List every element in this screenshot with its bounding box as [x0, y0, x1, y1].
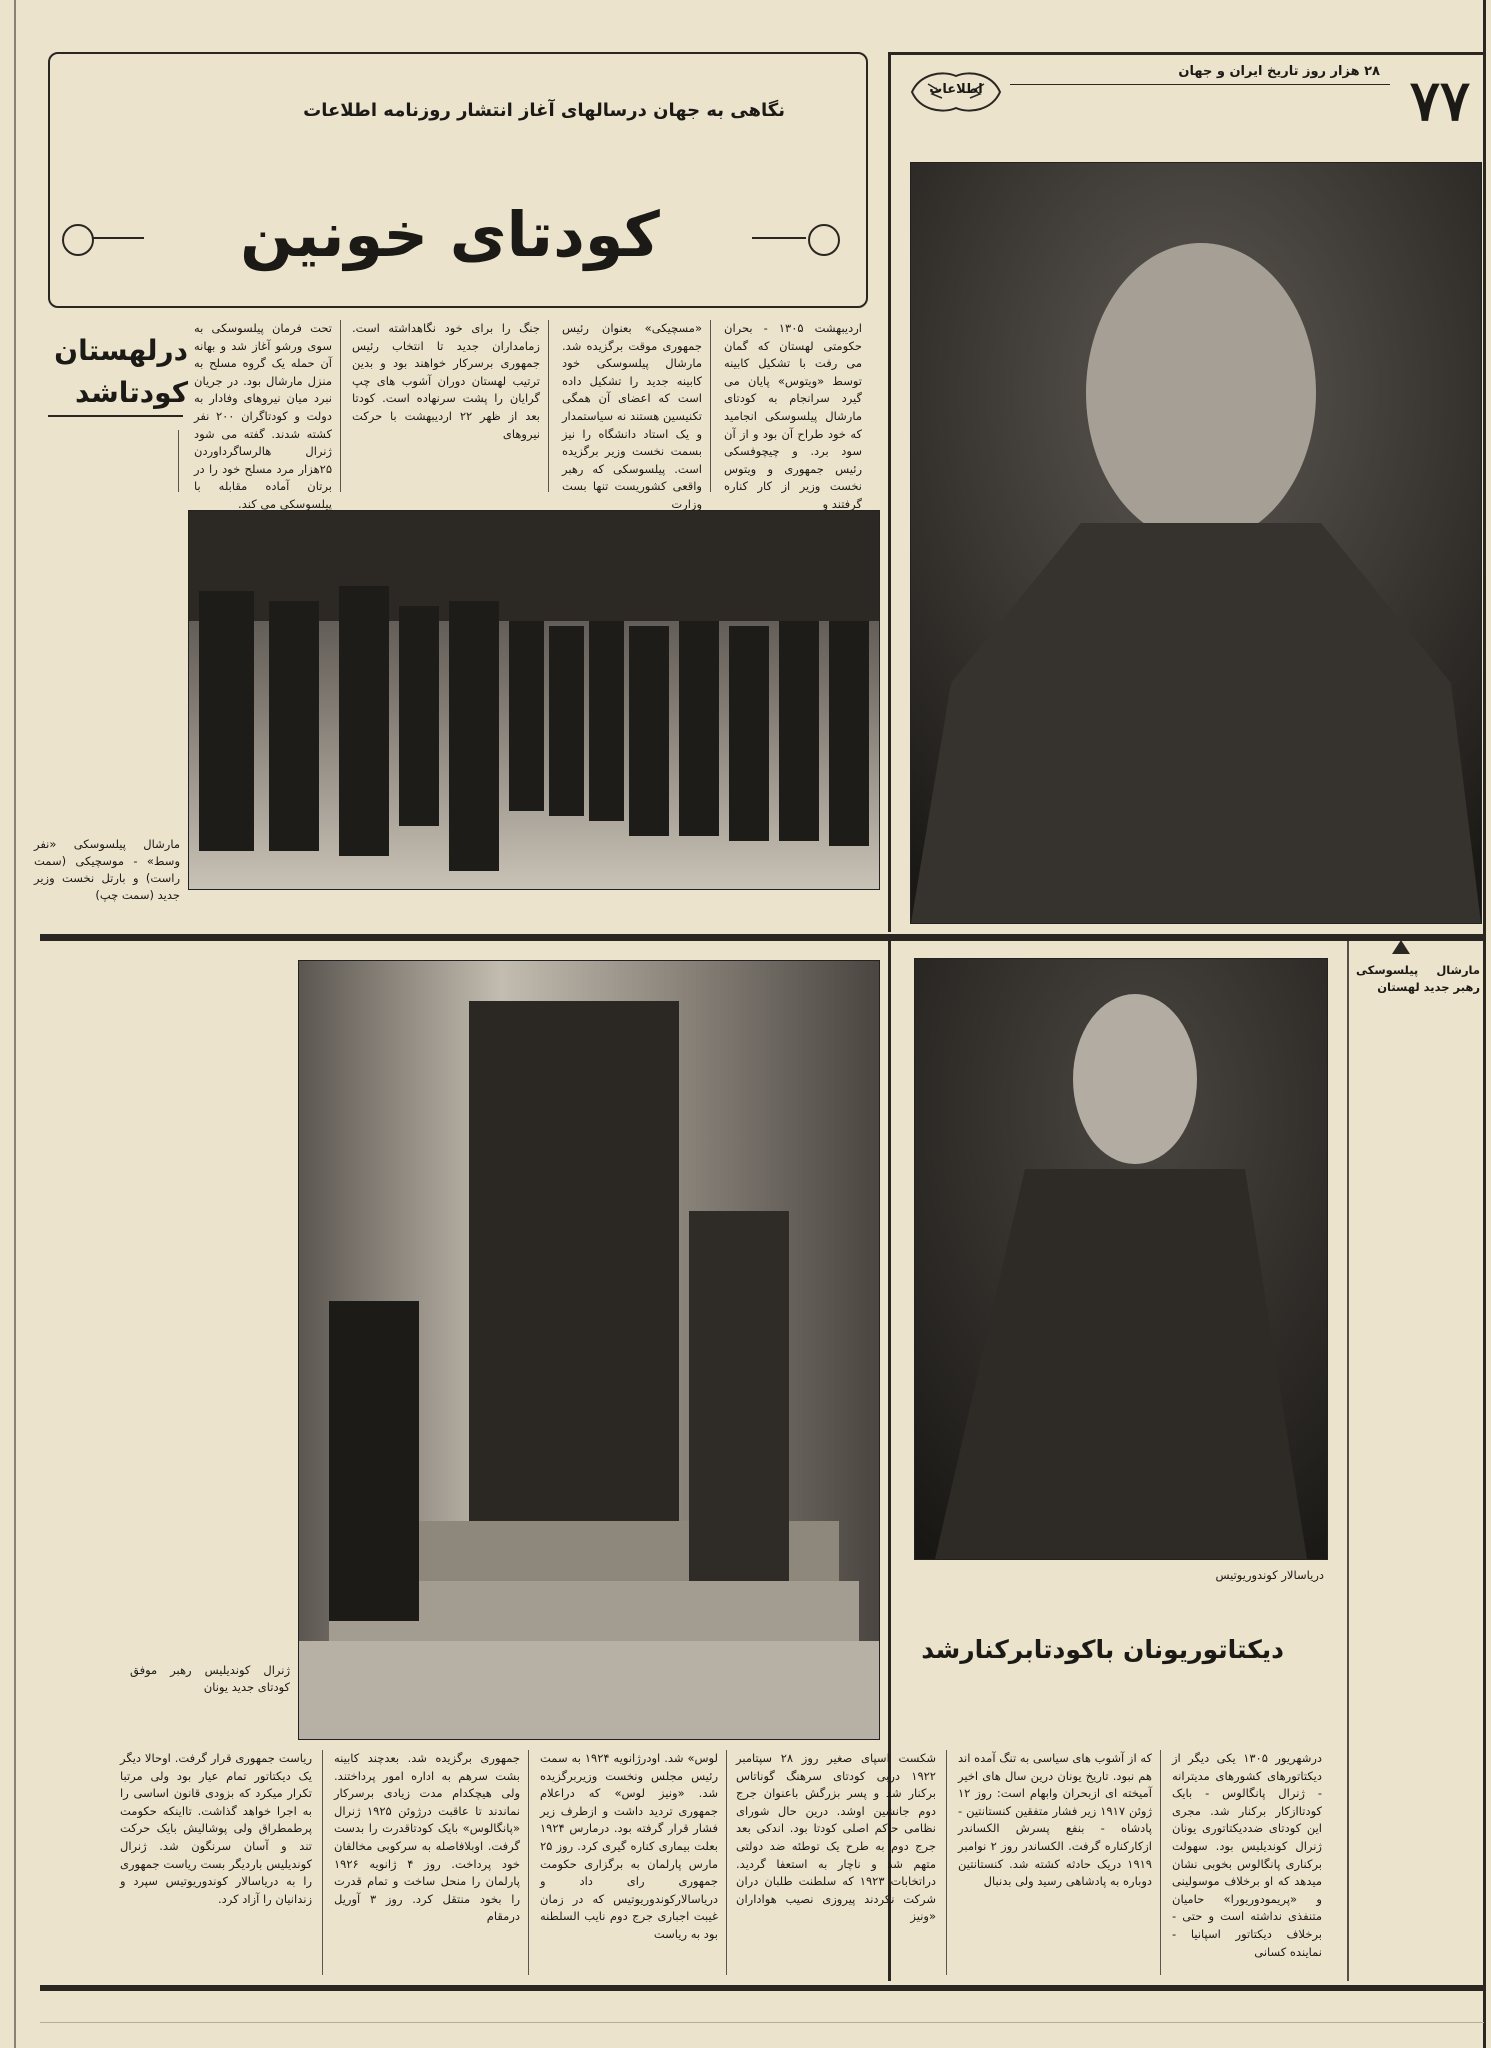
headline-ornament-line-left	[92, 237, 144, 239]
greece-col-rule-1	[1160, 1750, 1161, 1975]
middle-page-rule	[40, 934, 1484, 941]
headline-ornament-right	[808, 224, 840, 256]
poland-col-rule-1	[710, 320, 711, 492]
bottom-faint-rule	[40, 2022, 1484, 2023]
headline-ornament-left	[62, 224, 94, 256]
portrait-caption-arrow	[1392, 940, 1410, 954]
parade-caption: مارشال پیلسوسکی «نفر وسط» - موسچیکی (سمت راست) و بارتل نخست وزیر جدید (سمت چپ)	[34, 837, 180, 902]
poland-headline-line1: درلهستان	[54, 334, 188, 367]
portrait-caption: مارشال پیلسوسکی رهبر جدید لهستان	[1356, 963, 1480, 994]
poland-col-rule-3	[340, 320, 341, 492]
greece-col-rule-2	[946, 1750, 947, 1975]
page-number: ۷۷	[1409, 68, 1471, 134]
admiral-caption: دریاسالار کوندوریوتیس	[1215, 1568, 1324, 1582]
main-headline: کودتای خونین	[240, 198, 660, 271]
general-caption: ژنرال کوندیلیس رهبر موفق کودتای جدید یونان	[130, 1663, 290, 1694]
greece-col-rule-4	[528, 1750, 529, 1975]
pilsudski-portrait	[910, 162, 1482, 924]
poland-column-2: «مسچیکی» بعنوان رئیس جمهوری موقت برگزیده شد. مارشال پیلسوسکی خود کابینه جدید را تشکیل داده است که اعضای آن همگی تکنیسین هستند نه سیاستمدار و یک استاد دانشگاه را نیز بسمت نخست وزیر برگزیده است. پیلسوسکی که رهبر واقعی کشوریست تنها بست وزارت	[562, 321, 702, 511]
poland-headline-line2: کودتاشد	[75, 376, 188, 409]
poland-column-1: اردیبهشت ۱۳۰۵ - بحران حکومتی لهستان که گمان می رفت با تشکیل کابینه توسط «ویتوس» پایان می گیرد سرانجام به کودتای مارشال پیلسوسکی انجامید که خود طراح آن بود و از آن سود برد. و چیچوفسکی رئیس جمهوری و ویتوس نخست وزیر از کار کناره گرفتند و	[724, 321, 862, 511]
greece-column-1: درشهریور ۱۳۰۵ یکی دیگر از دیکتاتورهای کشورهای مدیترانه - ژنرال پانگالوس - بایک کودتاازکار برکنار شد. مجری این کودتای ضددیکتاتوری یونان ژنرال کوندیلیس بود. سهولت برکناری پانگالوس بخوبی نشان میدهد که او برخلاف موسولینی و «پریمودوریورا» حامیان متنفذی نداشته است و حتی - برخلاف دیکتاتور اسپانیا - نماینده کسانی	[1172, 1751, 1323, 1959]
poland-column-4: تحت فرمان پیلسوسکی به سوی ورشو آغاز شد و بهانه آن حمله یک گروه مسلح به منزل مارشال بود. در جریان نبرد میان نیروهای وفادار به دولت و کودتاگران ۲۰۰ نفر کشته شدند. گفته می شود ژنرال هالرساگرداوردن ۲۵هزار مرد مسلح خود را در برتان آماده مقابله با پیلسوسکی می کند.	[194, 321, 332, 511]
logo-text: اطلاعات	[929, 82, 983, 97]
series-title: ۲۸ هزار روز تاریخ ایران و جهان	[1178, 64, 1380, 79]
poland-column-3: جنگ را برای خود نگاهداشته است. زمامداران جدید تا انتخاب رئیس جمهوری برسرکار خواهند بود و بدین ترتیب لهستان دوران آشوب های چپ گرایان را پشت سرنهاده است. کودتا بعد از ظهر ۲۲ اردیبهشت با حرکت نیروهای	[352, 321, 540, 441]
greece-column-4: لوس» شد. اودرژانویه ۱۹۲۴ به سمت رئیس مجلس ونخست وزیربرگزیده شد. «ونیز لوس» که دراعلام جمهوری تردید داشت و ازطرف زیر فشار قرار گرفته بود. درمارس ۱۹۲۴ بعلت بیماری کناره گیری کرد. روز ۲۵ مارس پارلمان به برگزاری حکومت جمهوری رای داد و دریاسالارکوندوریوتیس که در زمان غیبت اجباری جرج دوم نایب السلطنه بود به ریاست	[540, 1751, 718, 1941]
greece-column-2: که از آشوب های سیاسی به تنگ آمده اند هم نبود. تاریخ یونان درین سال های اخیر آمیخته ای ازبحران وابهام است: روز ۱۲ ژوئن ۱۹۱۷ زیر فشار متفقین کنستانتین - پادشاه - بنفع پسرش الکساندر ازکارکناره گرفت. الکساندر روز ۲ نوامبر ۱۹۱۹ دریک حادثه کشته شد. کنستانتین دوباره به پادشاهی رسید ولی بدنبال	[958, 1751, 1153, 1889]
parade-photo	[188, 510, 880, 890]
headline-ornament-line-right	[752, 237, 806, 239]
poland-col-rule-2	[548, 320, 549, 492]
admiral-portrait	[914, 958, 1328, 1560]
greece-col-rule-5	[322, 1750, 323, 1975]
left-margin-rule	[14, 0, 16, 2048]
poland-col-rule-4	[178, 430, 179, 492]
greece-col-rule-3	[726, 1750, 727, 1975]
newspaper-logo	[906, 66, 1006, 118]
greece-column-5: جمهوری برگزیده شد. بعدچند کابینه بشت سرهم به اداره امور پرداختند. ولی هیچکدام مدت زیادی برسرکار نماندند تا عاقبت درژوئن ۱۹۲۵ ژنرال «پانگالوس» بایک کودتاقدرت را بدست گرفت. اوبلافاصله به سرکوبی مخالفان خود پرداخت. روز ۴ ژانویه ۱۹۲۶ پارلمان را منحل ساخت و تمام قدرت را بخود منتقل کرد. روز ۳ آوریل درمقام	[334, 1751, 521, 1924]
header-underline	[1010, 84, 1390, 85]
top-right-frame-left	[888, 52, 891, 932]
greece-column-6: ریاست جمهوری قرار گرفت. اوحالا دیگر یک دیکتاتور تمام عیار بود ولی مرتبا تکرار میکرد که بزودی قانون اساسی را به اجرا خواهد گذاشت. تااینکه حکومت پرطمطراق ولی پوشالیش بایک حرکت تند و آسان سرنگون شد. ژنرال کوندیلیس باردیگر بست ریاست جمهوری را به دریاسالار کوندوریوتیس سپرد و زندانیان را آزاد کرد.	[120, 1751, 312, 1906]
bottom-page-rule	[40, 1985, 1484, 1991]
right-margin-rule	[1483, 0, 1486, 2048]
greece-headline: دیکتاتوریونان باکودتابرکنارشد	[921, 1635, 1284, 1664]
door-photo	[298, 960, 880, 1740]
top-page-rule	[890, 52, 1484, 55]
poland-headline	[38, 330, 188, 414]
caption-gutter-rule	[1347, 941, 1349, 1981]
greece-column-3: شکست اسپای صغیر روز ۲۸ سپتامبر ۱۹۲۲ دربی کودتای سرهنگ گوناتاس برکنار شد و پسر بزرگش باعنوان جرج دوم جانشین اوشد. درین حال شورای نظامی حاکم اصلی کودتا بود. اندکی بعد جرج دوم به طرح یک توطئه ضد دولتی متهم شد و ناچار به استعفا گردید. دراتخابات ۱۹۲۳ که سلطنت طلبان دران شرکت نکردند پیروزی نصیب هواداران «ونیز	[736, 1751, 936, 1924]
poland-headline-underline	[48, 415, 183, 417]
kicker: نگاهی به جهان درسالهای آغاز انتشار روزنامه اطلاعات	[303, 100, 785, 121]
